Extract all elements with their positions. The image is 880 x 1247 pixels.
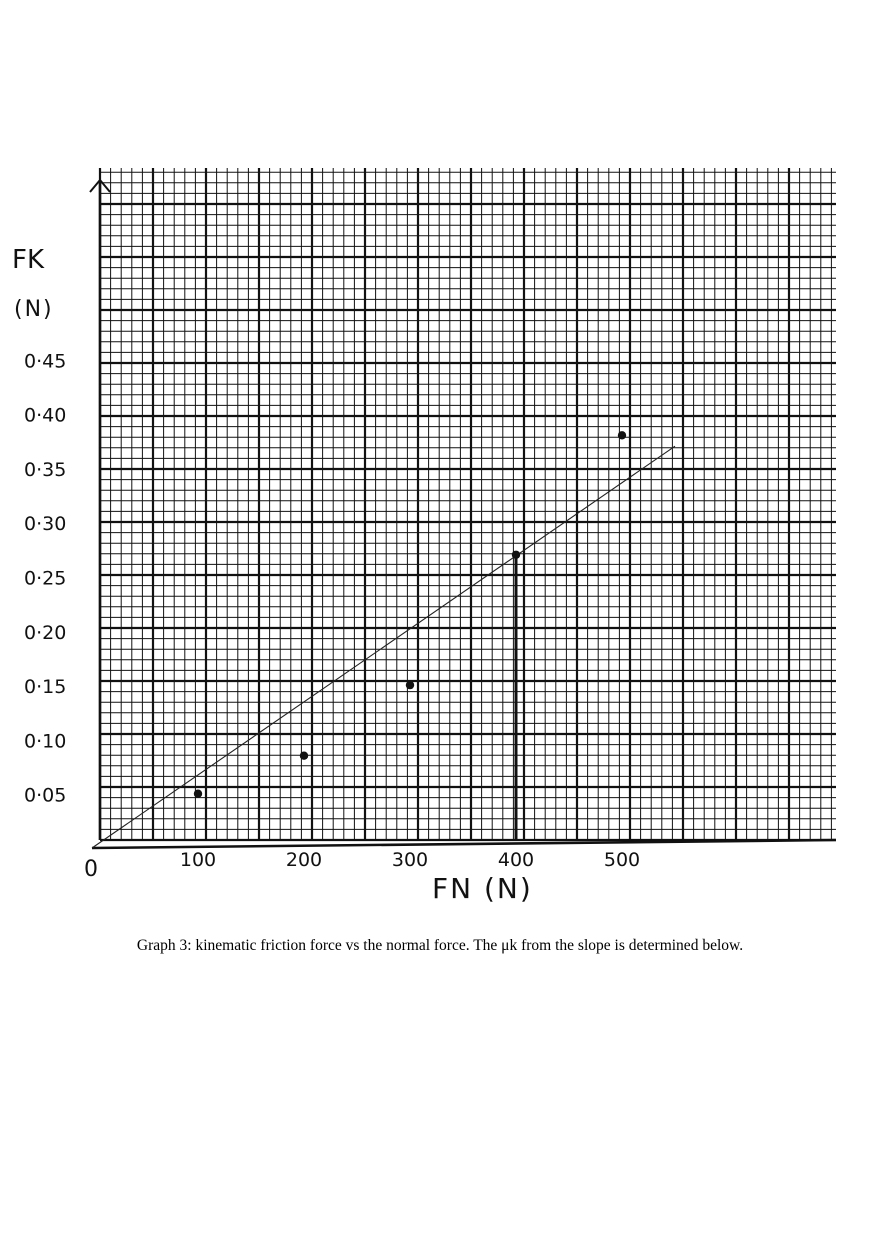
y-tick-label: 0·45: [24, 350, 67, 373]
x-tick-label: 500: [603, 849, 641, 871]
x-tick-label: 200: [285, 849, 323, 871]
y-tick-label: 0·10: [24, 730, 67, 753]
y-tick-label: 0·05: [24, 784, 67, 807]
x-tick-label: 300: [391, 849, 429, 871]
data-point: [406, 681, 414, 689]
y-tick-label: 0·30: [24, 513, 67, 536]
data-point: [618, 431, 626, 439]
y-axis-label: FK: [12, 245, 45, 275]
x-axis-line: [92, 840, 836, 848]
x-tick-label: 100: [179, 849, 217, 871]
figure-caption: Graph 3: kinematic friction force vs the normal force. The μk from the slope is determined below.: [136, 937, 744, 954]
y-tick-label: 0·20: [24, 621, 67, 644]
y-tick-label: 0·35: [24, 458, 67, 481]
y-tick-label: 0·15: [24, 676, 67, 699]
y-axis-unit: (N): [14, 297, 54, 322]
x-tick-labels: [180, 849, 640, 871]
origin-label: 0: [84, 857, 98, 882]
y-tick-label: 0·25: [24, 567, 67, 590]
x-tick-label: 400: [497, 849, 535, 871]
data-point: [300, 751, 308, 759]
y-tick-label: 0·40: [24, 404, 67, 427]
x-axis-label: FN (N): [432, 872, 533, 905]
data-point: [194, 790, 202, 798]
y-tick-labels: [24, 350, 66, 806]
